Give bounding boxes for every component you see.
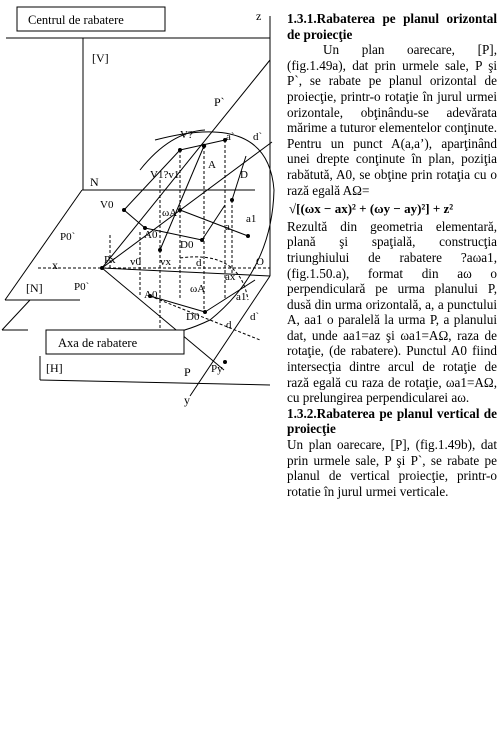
label-px: Px xyxy=(104,254,116,266)
label-a0-top: A0 xyxy=(144,229,158,241)
label-a1-bottom: a1 xyxy=(236,291,247,303)
label-v0-upper: V0 xyxy=(100,199,114,211)
label-py: Py xyxy=(211,363,223,375)
label-z: z xyxy=(256,9,262,23)
label-v-top: V? xyxy=(180,129,193,141)
label-d0-bottom: D0 xyxy=(186,311,200,323)
label-o: O xyxy=(256,256,264,268)
label-v1: V1?v1 xyxy=(150,169,180,181)
formula-text: √[(ωx − ax)² + (ωy − ay)²] + z² xyxy=(289,201,454,217)
label-a0-bottom: A0 xyxy=(144,289,158,301)
label-a1-top: a1 xyxy=(246,213,257,225)
n-plane-left-edge xyxy=(5,190,82,300)
label-p-prime: P` xyxy=(214,95,225,109)
text-column xyxy=(287,11,497,499)
label-d-bottom: d xyxy=(226,319,232,331)
label-a-prime: a` xyxy=(226,131,235,143)
label-vx: vx xyxy=(160,256,171,268)
paragraph-1: Un plan oarecare, [P], (fig.1.49a), dat prin urmele sale, P şi P`, se rabate pe planul orizontal de proiecţie, printr-o rotaţie în jurul urmei orizontale, obţinându-se adevărata mărime a tuturor elementelor conţinute. Pentru un punct A(a,a’), aparţinând unei drepte conţinute în plan, poziţia rabătută, A0, se obţine prin rotaţia cu o rază egală AΩ= xyxy=(287,42,497,198)
label-d-prime-2: d` xyxy=(250,311,260,323)
label-omega-a-bottom: ωA xyxy=(190,283,206,295)
h-plane-left xyxy=(2,300,30,330)
section-heading-2: 1.3.2.Rabaterea pe planul vertical de proiecţie xyxy=(287,405,497,437)
label-x: x xyxy=(52,258,58,272)
centru-label: Centrul de rabatere xyxy=(28,13,124,27)
h-plane-bottom xyxy=(40,380,270,385)
label-h-plane: [H] xyxy=(46,361,63,375)
omega-line xyxy=(180,210,248,236)
label-v-plane: [V] xyxy=(92,51,109,65)
diag-line xyxy=(160,146,204,250)
edge-bottom xyxy=(150,296,205,312)
label-p0-prime: P0` xyxy=(60,231,76,243)
label-n-plane: [N] xyxy=(26,281,43,295)
label-omega-a: ωA xyxy=(162,207,178,219)
base-line xyxy=(102,268,270,276)
label-ax: ax xyxy=(225,271,236,283)
label-d-mid: d xyxy=(196,257,202,269)
figure-1-49a xyxy=(0,0,282,420)
label-a-upper: A xyxy=(208,159,216,171)
label-a-mid: a xyxy=(225,221,230,233)
label-p: P xyxy=(184,365,191,379)
label-d-upper: D xyxy=(240,169,248,181)
section-heading-1: 1.3.1.Rabaterea pe planul orizontal de proiecţie xyxy=(287,11,497,42)
trace-p xyxy=(102,268,224,370)
label-v0-lower: v0 xyxy=(130,256,141,268)
axa-label: Axa de rabatere xyxy=(58,336,138,350)
paragraph-2: Rezultă din geometria elementară, plană şi spaţială, construcţia triunghiului de rabatere ?aωa1, (fig.1.50.a), format din aω o perpendiculară pe urma planului P, dusă din urma orizontală, a, a punctului A, aa1 o paralelă la urma P, a planului dat, unde aa1=az şi ωa1=AΩ, raza de rotaţie, (de rabatere). Punctul A0 fiind intersecţia dintre arcul de rotaţie de rază egală cu raza de rotaţie, ωa1=AΩ, cu prelungirea perpendicularei aω. xyxy=(287,218,497,406)
formula-radius xyxy=(289,201,497,217)
label-d-prime: d` xyxy=(253,131,263,143)
label-d0-top: D0 xyxy=(180,239,194,251)
label-n: N xyxy=(90,175,99,189)
paragraph-3: Un plan oarecare, [P], (fig.1.49b), dat prin urmele sale, P şi P`, se rabate pe planul de vertical proiecţie, printr-o rotatie în jurul urmei verticale. xyxy=(287,437,497,499)
label-y: y xyxy=(184,393,190,407)
label-p0-prime-2: P0` xyxy=(74,281,90,293)
